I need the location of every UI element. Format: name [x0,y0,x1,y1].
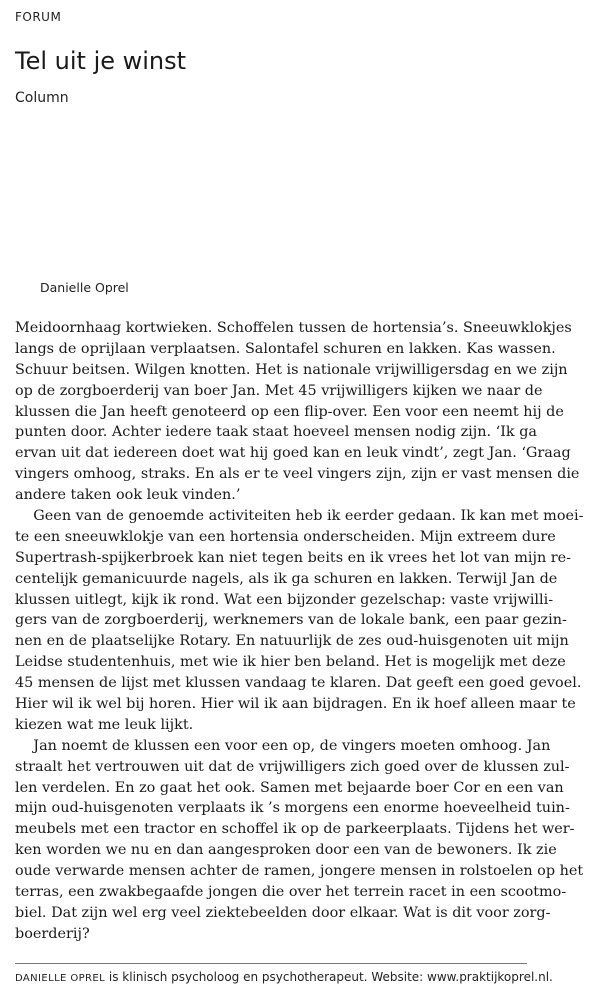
author-bio [15,970,553,984]
section-label: FORUM [15,10,62,24]
article-line: biel. Dat zijn wel erg veel ziektebeelden door elkaar. Wat is dit voor zorg- [15,904,551,921]
article-line: op de zorgboerderij van boer Jan. Met 45 vrijwilligers kijken we naar de [15,382,543,399]
article-line: Geen van de genoemde activiteiten heb ik eerder gedaan. Ik kan met moei- [15,508,584,525]
article-line: ken worden we nu en dan aangesproken door een van de bewoners. Ik zie [15,842,557,859]
article-body [15,318,584,945]
author-bio-text: is klinisch psycholoog en psychotherapeut. Website: www.praktijkoprel.nl. [105,970,553,984]
article-line: centelijk gemanicuurde nagels, als ik ga schuren en lakken. Terwijl Jan de [15,570,558,587]
article-line: vingers omhoog, straks. En als er te veel vingers zijn, zijn er vast mensen die [15,466,580,483]
author-byline: Danielle Oprel [40,280,129,295]
article-line: klussen die Jan heeft genoteerd op een flip-over. Een voor een neemt hij de [15,403,564,420]
article-line: Hier wil ik wel bij horen. Hier wil ik aan bijdragen. En ik hoef alleen maar te [15,696,576,713]
article-line: Leidse studentenhuis, met wie ik hier ben beland. Het is mogelijk met deze [15,654,566,671]
article-line: te een sneeuwklokje van een hortensia onderscheiden. Mijn extreem dure [15,528,556,545]
article-title: Tel uit je winst [15,47,187,75]
article-line: terras, een zwakbegaafde jongen die over het terrein racet in een scootmo- [15,884,567,901]
article-line: straalt het vertrouwen uit dat de vrijwilligers zich goed over de klussen zul- [15,758,570,775]
article-line: Supertrash-spijkerbroek kan niet tegen beits en ik vrees het lot van mijn re- [15,549,572,566]
article-line: Jan noemt de klussen een voor een op, de vingers moeten omhoog. Jan [15,737,551,754]
article-line: ervan uit dat iedereen doet wat hij goed kan en leuk vindt’, zegt Jan. ‘Graag [15,445,571,462]
article-line: klussen uitlegt, kijk ik rond. Wat een bijzonder gezelschap: vaste vrijwilli- [15,591,554,608]
article-line: punten door. Achter iedere taak staat hoeveel mensen nodig zijn. ‘Ik ga [15,424,537,441]
article-line: Meidoornhaag kortwieken. Schoffelen tussen de hortensia’s. Sneeuwklokjes [15,320,572,336]
footer-divider [15,963,527,964]
author-bio-name: DANIELLE OPREL [15,973,106,984]
article-line: oude verwarde mensen achter de ramen, jongere mensen in rolstoelen op het [15,863,584,880]
article-line: andere taken ook leuk vinden.’ [15,487,241,504]
article-line: Schuur beitsen. Wilgen knotten. Het is nationale vrijwilligersdag en we zijn [15,361,568,378]
article-line: gers van de zorgboerderij, werknemers van de lokale bank, een paar gezin- [15,612,567,629]
article-line: boerderij? [15,925,90,942]
article-line: kiezen wat me leuk lijkt. [15,716,194,733]
article-line: 45 mensen de lijst met klussen vandaag te klaren. Dat geeft een goed gevoel. [15,675,582,692]
article-subtitle: Column [15,90,69,106]
article-line: nen en de plaatselijke Rotary. En natuurlijk de zes oud-huisgenoten uit mijn [15,633,569,650]
article-line: langs de oprijlaan verplaatsen. Salontafel schuren en lakken. Kas wassen. [15,340,556,357]
article-line: meubels met een tractor en schoffel ik op de parkeerplaats. Tijdens het wer- [15,821,575,838]
article-line: len verdelen. En zo gaat het ook. Samen met bejaarde boer Cor en een van [15,779,564,796]
article-line: mijn oud-huisgenoten verplaats ik ’s morgens een enorme hoeveelheid tuin- [15,800,570,817]
